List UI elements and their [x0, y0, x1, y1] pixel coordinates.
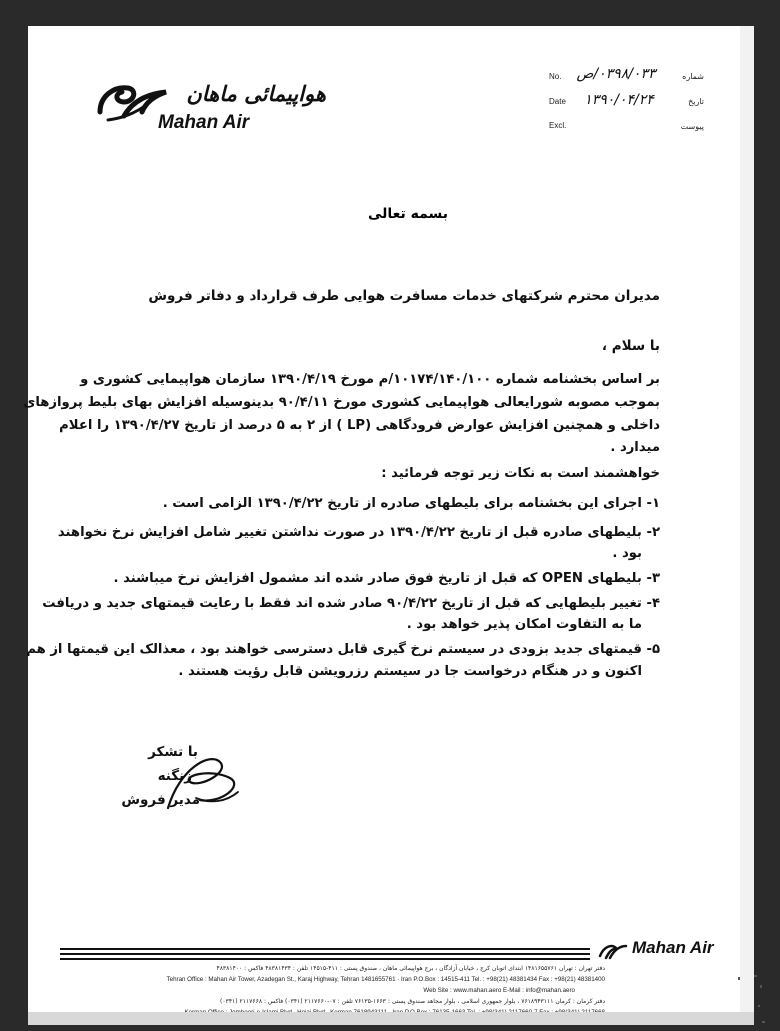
- encl-label-fa: پیوست: [680, 122, 704, 131]
- footer-tehran-fa: دفتر تهران : تهران ۱۴۸۱۶۵۵۷۶۱ ابتدای اتوبان کرج ، خیابان آزادگان ، برج هواپیمائی ماهان ، صندوق پستی : ۴۱۱-۱۴۵۱۵ تلفن : ۴۸۳۸۱۴۳۴ فاکس : ۴۸۳۸۱۴۰۰: [216, 965, 605, 972]
- intro-line: داخلی و همچنین افزایش عوارض فرودگاهی (LP ) از ۲ به ۵ درصد از تاریخ ۱۳۹۰/۴/۲۷ را اعلام: [59, 418, 660, 433]
- footer-tehran-en: Tehran Office : Mahan Air Tower, Azadegan St., Karaj Highway, Tehran 1481655761 · Iran P.O.Box : 14515-411 Tel. : +98(21) 48381434 Fax : +98(21) 48381400: [166, 976, 605, 983]
- letter-page: [23, 26, 740, 1012]
- number-value: ۰۳۹۸/۰۳۳/ص: [576, 66, 656, 82]
- point-4: ۴- تغییر بلیطهایی که قبل از تاریخ ۹۰/۴/۲۲ صادر شده اند فقط با رعایت قیمتهای جدید و دریافت: [42, 596, 660, 611]
- point-3: ۳- بلیطهای OPEN که قبل از تاریخ فوق صادر شده اند مشمول افزایش نرخ میباشند .: [113, 571, 660, 586]
- closing-line: با تشکر: [148, 744, 198, 760]
- logo-name-en: Mahan Air: [158, 112, 250, 133]
- point-2: ۲- بلیطهای صادره قبل از تاریخ ۱۳۹۰/۴/۲۲ در صورت نداشتن تغییر شامل افزایش نرخ نخواهند: [57, 525, 660, 540]
- salutation-line: با سلام ،: [601, 338, 660, 354]
- signer-title: مدیر فروش: [121, 792, 200, 808]
- signature-icon: [157, 748, 270, 828]
- date-value: ۱۳۹۰/۰۴/۲۴: [584, 92, 654, 108]
- logo-name-fa: هواپیمائی ماهان: [186, 82, 326, 106]
- point-5: ۵- قیمتهای جدید بزودی در سیستم نرخ گیری قابل دسترسی خواهند بود ، معذالک این قیمتها از هم: [26, 642, 660, 657]
- intro-line: بموجب مصوبه شورایعالی هواپیمایی کشوری مورخ ۹۰/۴/۱۱ بدینوسیله افزایش بهای بلیط پروازهای: [23, 395, 660, 410]
- date-label-fa: تاریخ: [688, 97, 704, 106]
- signer-name: زنگنه: [157, 768, 192, 784]
- footer-logo-icon: [598, 940, 628, 962]
- bismillah-heading: بسمه تعالی: [367, 206, 449, 222]
- date-label-en: Date: [549, 97, 566, 106]
- request-line: خواهشمند است به نکات زیر توجه فرمائید :: [381, 466, 660, 481]
- intro-line: بر اساس بخشنامه شماره ۱۰۱۷۴/۱۴۰/۱۰۰/م مورخ ۱۳۹۰/۴/۱۹ سازمان هواپیمایی کشوری و: [80, 372, 660, 387]
- intro-line: میدارد .: [610, 440, 660, 455]
- point-2-cont: بود .: [612, 546, 642, 561]
- footer-stripes: [60, 948, 590, 960]
- point-4-cont: ما به التفاوت امکان پذیر خواهد بود .: [406, 617, 642, 632]
- encl-label-en: Excl.: [549, 121, 567, 130]
- footer-logo-text: Mahan Air: [632, 938, 714, 957]
- scan-edge-right: [740, 26, 754, 1012]
- number-label-fa: شماره: [682, 72, 704, 81]
- point-5-cont: اکنون و در هنگام درخواست جا در سیستم رزرویشن قابل رؤیت هستند .: [178, 664, 642, 679]
- footer-web: Web Site : www.mahan.aero E-Mail : info@mahan.aero: [423, 987, 575, 994]
- footer-kerman-fa: دفتر کرمان : کرمان ۷۶۱۸۹۴۳۱۱۱ ، بلوار جمهوری اسلامی ، بلوار مجاهد صندوق پستی : ۱۶۶۳-۷۶۱۳۵ تلفن : ۰۷-۲۱۱۷۶۶۰ (۰۳۴۱) فاکس : ۲۱۱۷۶۶۸ (۰۳۴۱): [220, 998, 605, 1005]
- addressee-line: مدیران محترم شرکتهای خدمات مسافرت هوایی طرف قرارداد و دفاتر فروش: [148, 288, 660, 304]
- scan-edge-bottom: [28, 1012, 754, 1025]
- point-1: ۱- اجرای این بخشنامه برای بلیطهای صادره از تاریخ ۱۳۹۰/۴/۲۲ الزامی است .: [162, 496, 660, 511]
- number-label-en: No.: [549, 72, 562, 81]
